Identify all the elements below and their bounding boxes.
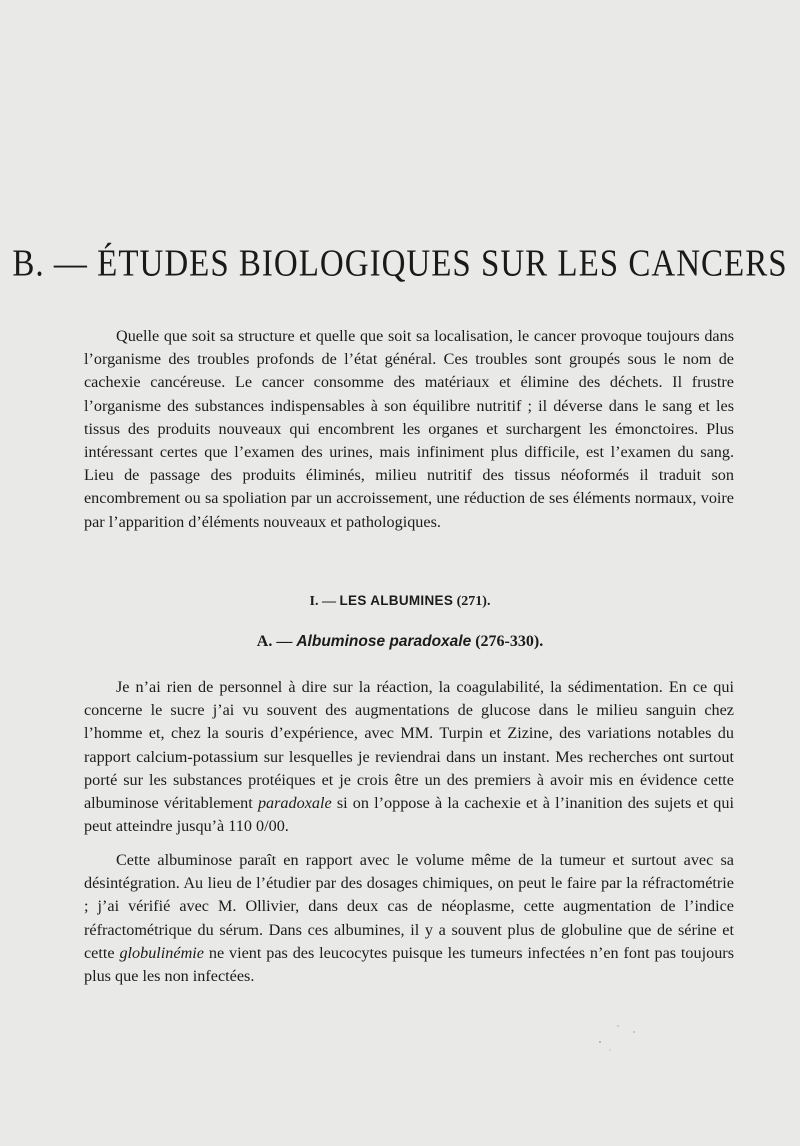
body-paragraph-3 xyxy=(84,849,734,988)
paragraph-2-text-a: Je n’ai rien de personnel à dire sur la réaction, la coagulabilité, la sédimentation. En ce qui concerne le sucre j’ai vu souvent des augmentations de glucose dans le milieu sanguin chez l’homme et, chez la souris d’expérience, avec MM. Turpin et Zizine, des variations notables du rapport calcium-potassium sur lesquelles je reviendrai dans un instant. Mes recherches ont surtout porté sur les substances protéiques et je crois être un des premiers à avoir mis en évidence cette albuminose véritablement xyxy=(84,678,734,813)
paragraph-2-italic: paradoxale xyxy=(257,794,332,813)
subsection-heading xyxy=(0,633,800,651)
section-heading xyxy=(0,593,800,610)
section-prefix: I. — xyxy=(309,594,340,609)
page-title: B. — ÉTUDES BIOLOGIQUES SUR LES CANCERS xyxy=(12,243,788,285)
paragraph-3-text-b: ne vient pas des leucocytes puisque les tumeurs infectées n’en font pas toujours plus que les non infectées. xyxy=(84,943,734,986)
paper-specks xyxy=(590,1020,650,1060)
paragraph-3-text-a: Cette albuminose paraît en rapport avec le volume même de la tumeur et surtout avec sa désintégration. Au lieu de l’étudier par des dosages chimiques, on peut le faire par la réfractométrie ; j’ai vérifié avec M. Ollivier, dans deux cas de néoplasme, cette augmentation de l’indice réfractométrique du sérum. Dans ces albumines, il y a souvent plus de globuline que de sérine et cette xyxy=(84,851,734,962)
subsection-ref: (276-330). xyxy=(471,633,544,650)
paragraph-2-text-b: si on l’oppose à la cachexie et à l’inanition des sujets et qui peut atteindre jusqu’à 110 0/00. xyxy=(84,794,734,836)
subsection-title: Albuminose paradoxale xyxy=(296,633,472,650)
body-paragraph-2 xyxy=(84,676,734,838)
section-ref: (271). xyxy=(453,594,491,609)
paragraph-3-italic: globulinémie xyxy=(119,943,204,962)
section-title: LES ALBUMINES xyxy=(339,593,454,608)
intro-paragraph: Quelle que soit sa structure et quelle que soit sa localisation, le cancer provoque toujours dans l’organisme des troubles profonds de l’état général. Ces troubles sont groupés sous le nom de cachexie cancéreuse. Le cancer consomme des matériaux et élimine des déchets. Il frustre l’organisme des substances indispensables à son équilibre nutritif ; il déverse dans le sang et les tissus des produits nouveaux qui encombrent les organes et surchargent les émonctoires. Plus intéressant certes que l’examen des urines, mais infiniment plus difficile, est l’examen du sang. Lieu de passage des produits éliminés, milieu nutritif des tissus néoformés il traduit son encombrement ou sa spoliation par un accroissement, une réduction de ses éléments normaux, voire par l’apparition d’éléments nouveaux et pathologiques. xyxy=(84,327,734,531)
subsection-prefix: A. — xyxy=(256,633,297,650)
